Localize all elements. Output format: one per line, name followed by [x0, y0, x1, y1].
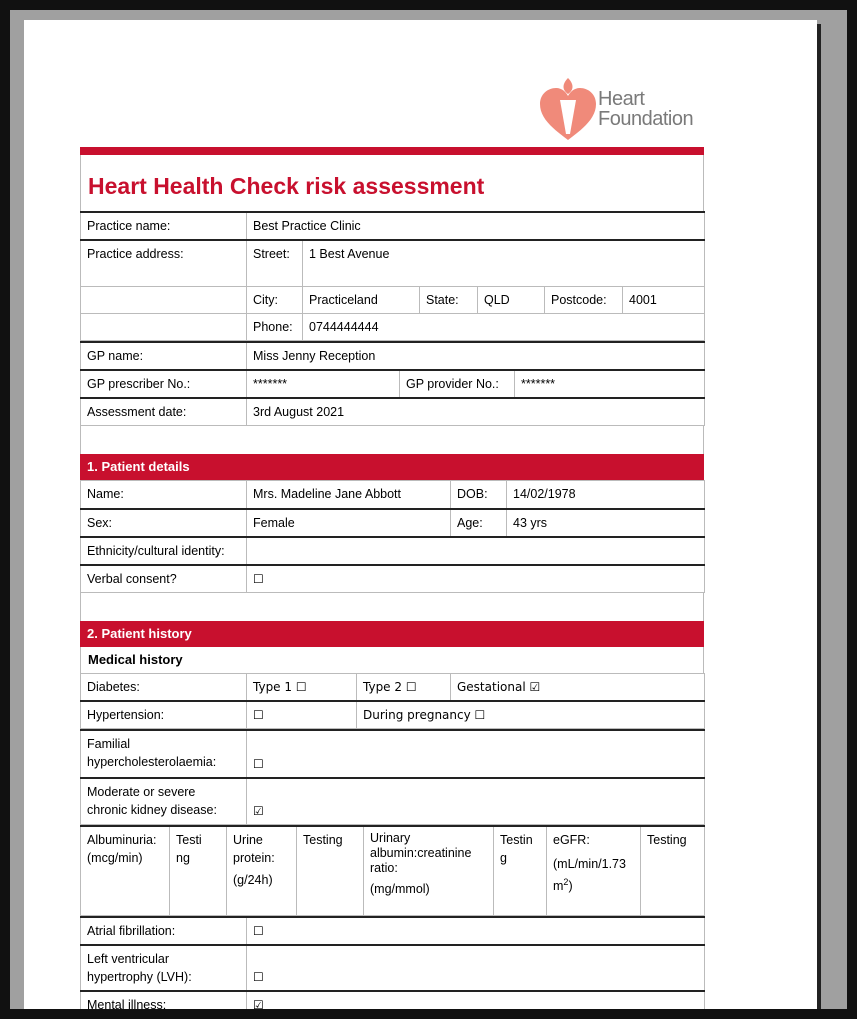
urine-protein-testing[interactable]: Testing: [297, 826, 364, 916]
ckd-label: [81, 778, 247, 824]
diabetes-row: [81, 673, 705, 701]
ckd-label-line1: Moderate or severe: [87, 785, 196, 799]
street-label: Street:: [247, 240, 303, 286]
fh-label-line2: hypercholesterolaemia:: [87, 755, 217, 769]
albuminuria-label-line1: Albuminuria:: [87, 832, 157, 847]
albuminuria-label-line2: (mcg/min): [87, 850, 143, 865]
gp-name-value[interactable]: Miss Jenny Reception: [247, 342, 705, 370]
fh-checkbox[interactable]: ☐: [247, 730, 705, 778]
diabetes-type2-checkbox[interactable]: Type 2 ☐: [357, 673, 451, 701]
dob-label: DOB:: [451, 481, 507, 509]
medical-history-table: [80, 673, 705, 730]
af-checkbox[interactable]: ☐: [247, 917, 705, 945]
conditions-table: [80, 729, 705, 825]
uacr-line4: (mg/mmol): [370, 881, 430, 896]
section-gap-2: [80, 593, 704, 621]
section-gap: [80, 426, 704, 454]
logo-text-heart: Heart: [598, 88, 645, 110]
lvh-row: [81, 945, 705, 991]
patient-name-row: [81, 481, 705, 509]
albuminuria-label: [81, 826, 170, 916]
lvh-label-line2: hypertrophy (LVH):: [87, 970, 192, 984]
phone-row-blank: [81, 313, 247, 340]
egfr-testing[interactable]: Testing: [641, 826, 705, 916]
state-label: State:: [420, 286, 478, 313]
uacr-label: [364, 826, 494, 916]
egfr-line1: eGFR:: [553, 832, 590, 847]
ckd-row: [81, 778, 705, 824]
af-row: [81, 917, 705, 945]
ethnicity-value[interactable]: [247, 537, 705, 565]
practice-name-value[interactable]: Best Practice Clinic: [247, 212, 705, 240]
assessment-form: [80, 147, 704, 1009]
uacr-line1: Urinary: [370, 830, 411, 845]
egfr-line3: [553, 873, 634, 895]
mental-illness-label: Mental illness:: [81, 991, 247, 1009]
uacr-testing[interactable]: [494, 826, 547, 916]
street-value[interactable]: 1 Best Avenue: [303, 240, 705, 286]
consent-checkbox[interactable]: ☐: [247, 565, 705, 593]
city-row: [81, 286, 705, 313]
uacr-line2: albumin:creatinine: [370, 845, 472, 860]
city-label: City:: [247, 286, 303, 313]
albuminuria-testing-line2: ng: [176, 850, 190, 865]
hypertension-label: Hypertension:: [81, 701, 247, 729]
practice-details-table: [80, 211, 705, 341]
gp-prescriber-value[interactable]: *******: [247, 370, 400, 398]
patient-details-heading: 1. Patient details: [80, 454, 704, 480]
city-row-blank: [81, 286, 247, 313]
ckd-label-line2: chronic kidney disease:: [87, 803, 217, 817]
fh-label: [81, 730, 247, 778]
hypertension-checkbox[interactable]: ☐: [247, 701, 357, 729]
ethnicity-row: [81, 537, 705, 565]
egfr-unit-m: m: [553, 878, 564, 893]
gp-provider-label: GP provider No.:: [400, 370, 515, 398]
egfr-unit-sup: 2: [563, 876, 569, 887]
mental-illness-row: [81, 991, 705, 1009]
diabetes-gestational-checkbox[interactable]: Gestational ☑: [451, 673, 705, 701]
consent-row: [81, 565, 705, 593]
patient-history-heading: 2. Patient history: [80, 621, 704, 647]
kidney-tests-table: [80, 825, 705, 917]
mental-illness-checkbox[interactable]: ☑: [247, 991, 705, 1009]
urine-protein-line2: protein:: [233, 850, 275, 865]
fh-row: [81, 730, 705, 778]
practice-address-row: [81, 240, 705, 286]
document-page: [24, 20, 817, 1009]
phone-row: [81, 313, 705, 340]
phone-value[interactable]: 0744444444: [303, 313, 705, 340]
patient-name-value[interactable]: Mrs. Madeline Jane Abbott: [247, 481, 451, 509]
age-label: Age:: [451, 509, 507, 537]
egfr-line2: (mL/min/1.73: [553, 856, 626, 871]
logo-text-foundation: Foundation: [598, 108, 694, 130]
state-value[interactable]: QLD: [478, 286, 545, 313]
hypertension-row: [81, 701, 705, 729]
gp-prescriber-label: GP prescriber No.:: [81, 370, 247, 398]
diabetes-type1-checkbox[interactable]: Type 1 ☐: [247, 673, 357, 701]
lvh-label: [81, 945, 247, 991]
fh-label-line1: Familial: [87, 737, 131, 751]
ckd-checkbox[interactable]: ☑: [247, 778, 705, 824]
af-label: Atrial fibrillation:: [81, 917, 247, 945]
gp-provider-value[interactable]: *******: [515, 370, 705, 398]
egfr-unit-close: ): [568, 878, 573, 893]
heart-torch-icon: [538, 76, 598, 146]
postcode-value[interactable]: 4001: [623, 286, 705, 313]
title-accent-bar: [80, 147, 704, 155]
pregnancy-hypertension-checkbox[interactable]: During pregnancy ☐: [357, 701, 705, 729]
patient-name-label: Name:: [81, 481, 247, 509]
postcode-label: Postcode:: [545, 286, 623, 313]
phone-label: Phone:: [247, 313, 303, 340]
albuminuria-testing[interactable]: [170, 826, 227, 916]
age-value[interactable]: 43 yrs: [507, 509, 705, 537]
diabetes-label: Diabetes:: [81, 673, 247, 701]
albuminuria-testing-line1: Testi: [176, 832, 202, 847]
uacr-line3: ratio:: [370, 860, 398, 875]
practice-name-label: Practice name:: [81, 212, 247, 240]
uacr-testing-line1: Testin: [500, 832, 533, 847]
lvh-label-line1: Left ventricular: [87, 952, 169, 966]
practice-name-row: [81, 212, 705, 240]
gp-name-label: GP name:: [81, 342, 247, 370]
kidney-tests-row: [81, 826, 705, 916]
logo-text: [598, 89, 693, 129]
practice-address-label: Practice address:: [81, 240, 247, 286]
gp-name-row: [81, 342, 705, 370]
urine-protein-label: [227, 826, 297, 916]
uacr-testing-line2: g: [500, 850, 507, 865]
assessment-date-label: Assessment date:: [81, 398, 247, 426]
gp-numbers-row: [81, 370, 705, 398]
document-viewer: [10, 10, 847, 1009]
sex-row: [81, 509, 705, 537]
patient-details-table: [80, 480, 705, 593]
form-title: Heart Health Check risk assessment: [80, 155, 704, 211]
other-conditions-table: [80, 916, 705, 1009]
consent-label: Verbal consent?: [81, 565, 247, 593]
heart-foundation-logo: [538, 76, 718, 146]
urine-protein-line3: (g/24h): [233, 872, 273, 887]
sex-value[interactable]: Female: [247, 509, 451, 537]
assessment-date-row: [81, 398, 705, 426]
city-value[interactable]: Practiceland: [303, 286, 420, 313]
assessment-date-value[interactable]: 3rd August 2021: [247, 398, 705, 426]
sex-label: Sex:: [81, 509, 247, 537]
gp-details-table: [80, 341, 705, 427]
ethnicity-label: Ethnicity/cultural identity:: [81, 537, 247, 565]
urine-protein-line1: Urine: [233, 832, 263, 847]
egfr-label: [547, 826, 641, 916]
dob-value[interactable]: 14/02/1978: [507, 481, 705, 509]
lvh-checkbox[interactable]: ☐: [247, 945, 705, 991]
medical-history-subheading: Medical history: [80, 647, 704, 673]
